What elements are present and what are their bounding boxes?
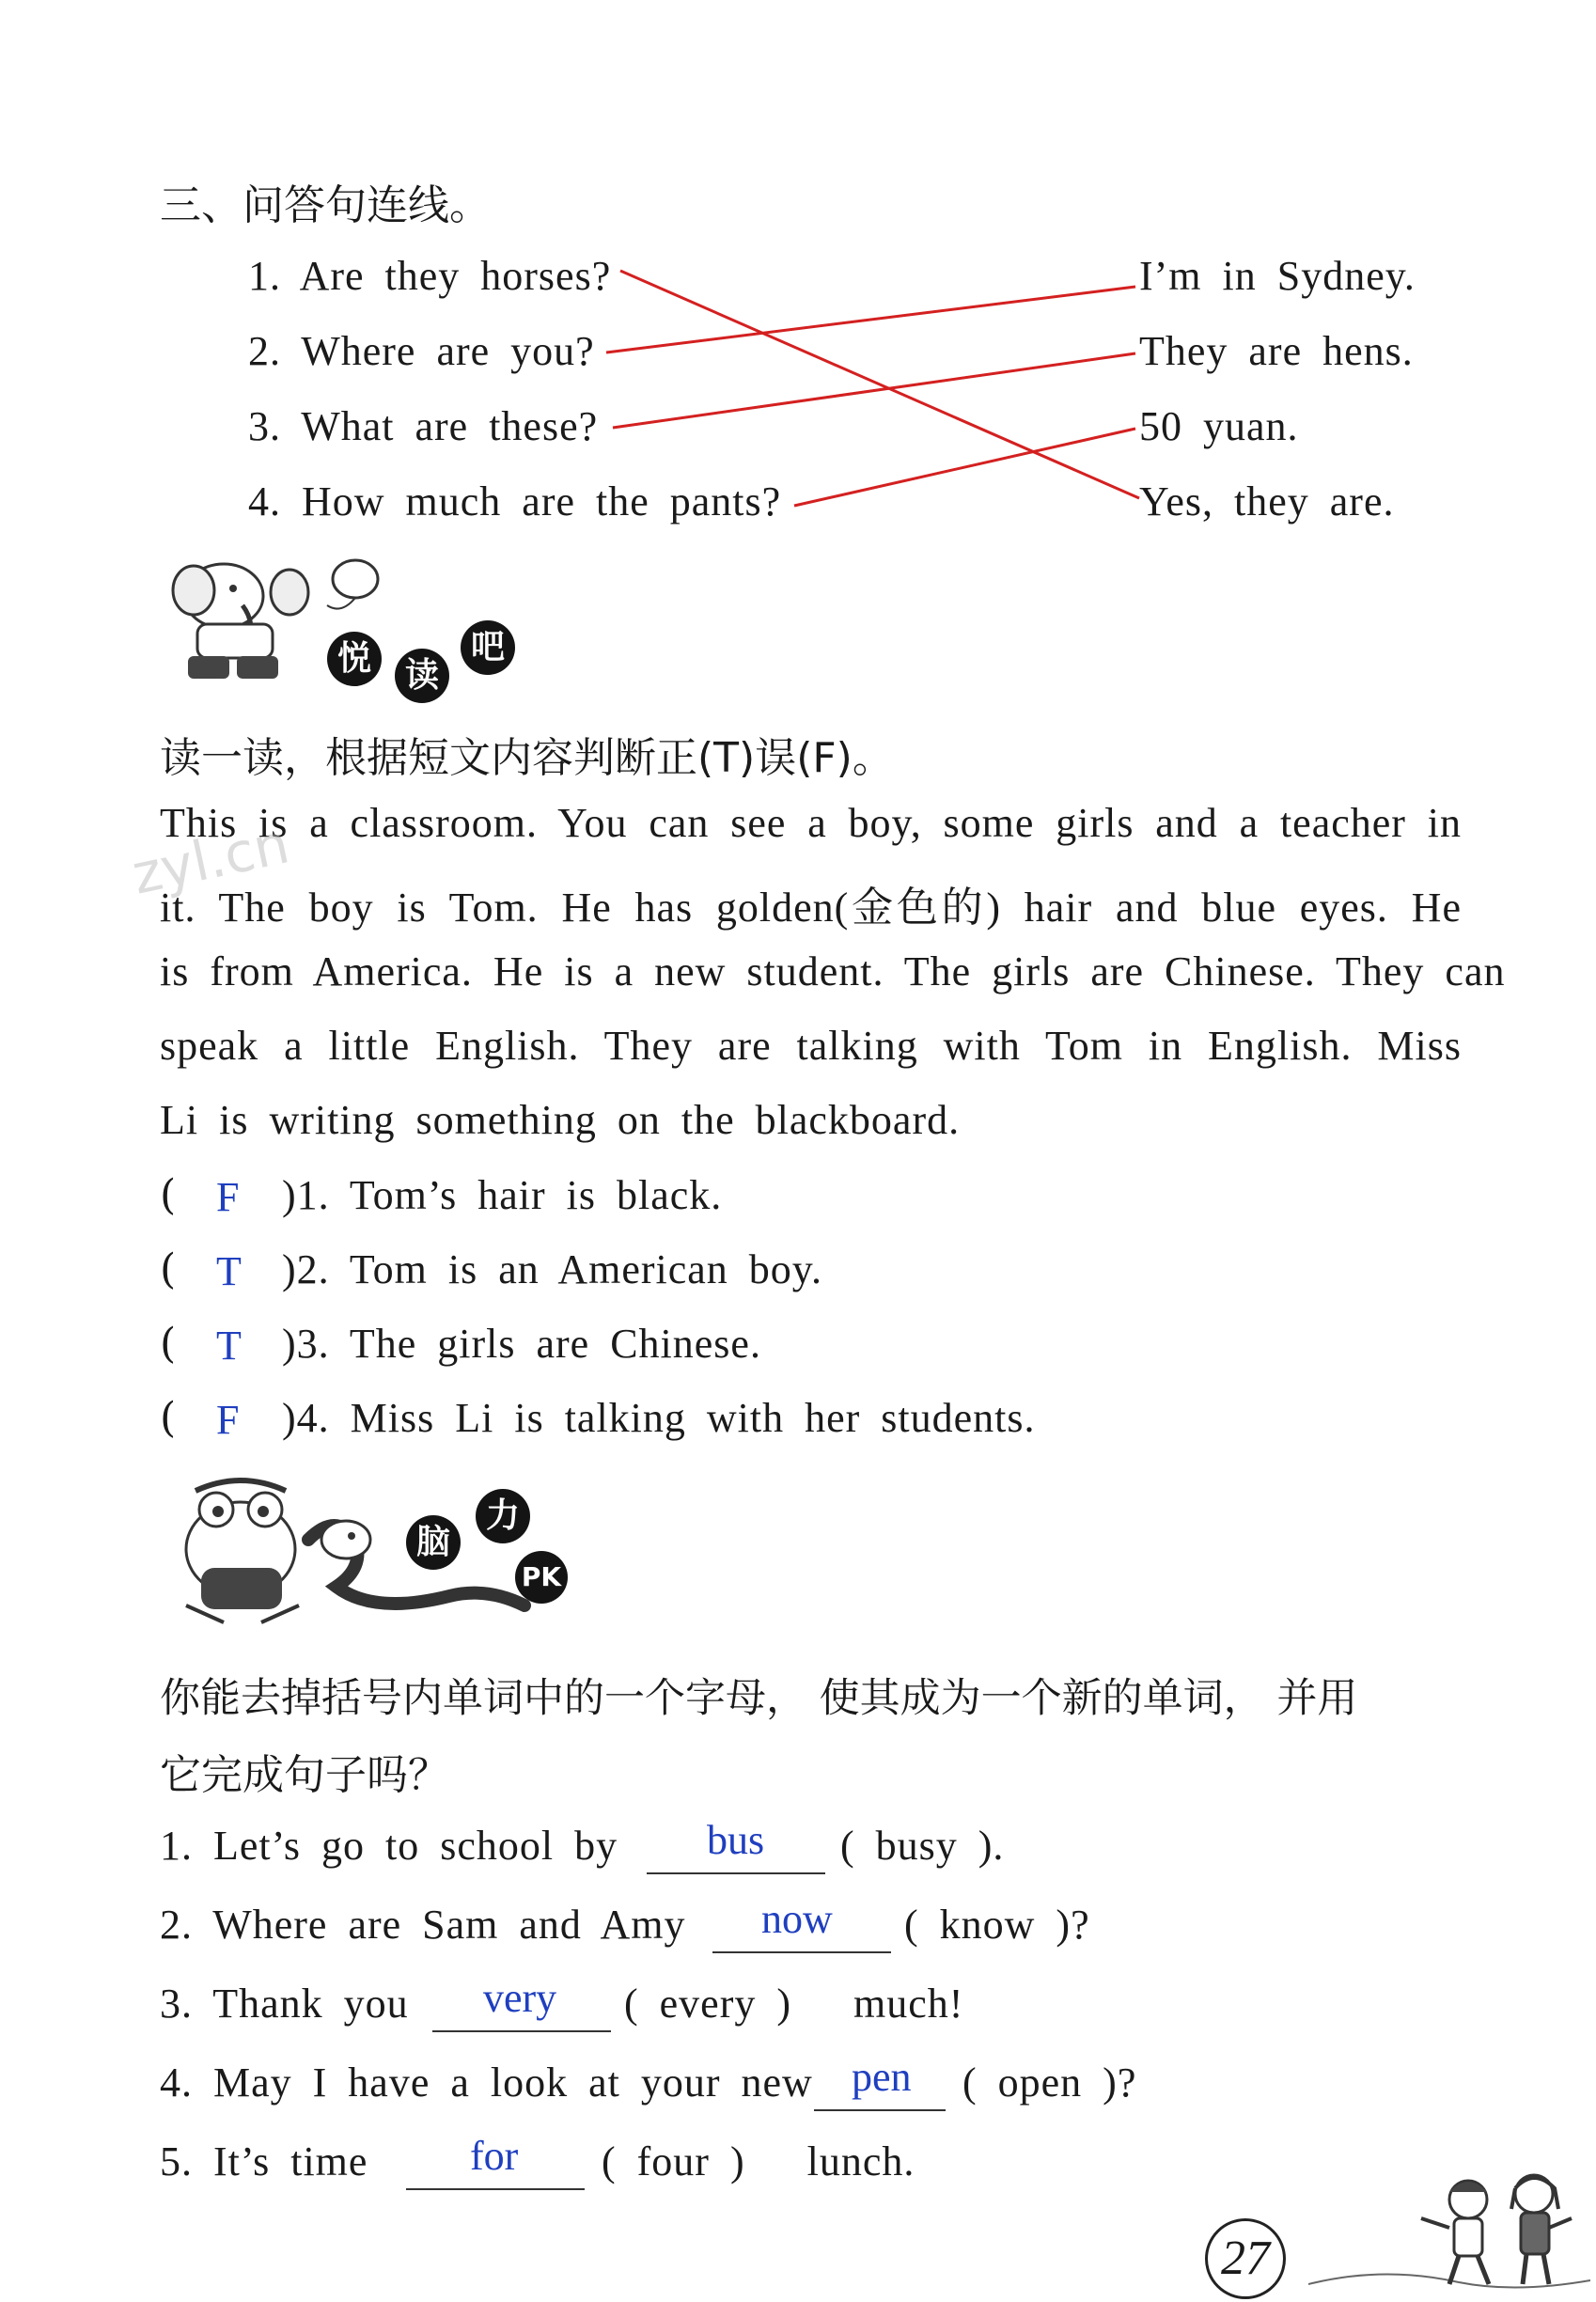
badge-pk: PK <box>515 1551 568 1604</box>
fill-item-2-after: ( know )? <box>904 1902 1090 1948</box>
match-line-2-1 <box>606 287 1135 352</box>
fill-answer-2: now <box>761 1896 833 1942</box>
answer-2: They are hens. <box>1139 328 1414 374</box>
passage-line-4: speak a little English. They are talking with Tom in English. Miss <box>160 1023 1462 1069</box>
question-1: 1. Are they horses? <box>248 253 612 299</box>
match-line-1-4 <box>620 271 1139 498</box>
tf-answer-3: T <box>216 1323 242 1369</box>
watermark: zyl.cn <box>126 811 295 907</box>
badge-ba: 吧 <box>461 620 515 675</box>
fill-answer-1: bus <box>707 1817 765 1863</box>
badge-li: 力 <box>476 1489 530 1543</box>
fill-answer-5: for <box>470 2133 519 2179</box>
fill-item-1-before: 1. Let’s go to school by <box>160 1823 618 1869</box>
section-title: 三、问答句连线。 <box>160 181 491 229</box>
match-line-3-2 <box>613 353 1135 428</box>
fill-item-3-before: 3. Thank you <box>160 1981 409 2027</box>
tf-paren-1: ( <box>160 1171 177 1219</box>
fill-item-2-before: 2. Where are Sam and Amy <box>160 1902 686 1948</box>
fill-answer-3: very <box>483 1975 557 2021</box>
tf-paren-4: ( <box>160 1394 177 1442</box>
answer-1: I’m in Sydney. <box>1139 253 1416 299</box>
fill-blank-1 <box>647 1872 825 1874</box>
question-4: 4. How much are the pants? <box>248 478 782 525</box>
tf-paren-3: ( <box>160 1320 177 1368</box>
fill-item-3-after: ( every ) much! <box>624 1981 964 2027</box>
fill-item-5-before: 5. It’s time <box>160 2138 368 2185</box>
tf-paren-2: ( <box>160 1245 177 1293</box>
tf-item-1: )1. Tom’s hair is black. <box>282 1172 723 1218</box>
fill-item-5-after: ( four ) lunch. <box>602 2138 915 2185</box>
passage-line-5: Li is writing something on the blackboard. <box>160 1097 961 1143</box>
fill-blank-5 <box>406 2188 585 2190</box>
brain-instruction-1: 你能去掉括号内单词中的一个字母， 使其成为一个新的单词， 并用 <box>160 1675 1358 1722</box>
fill-blank-3 <box>432 2030 611 2032</box>
badge-yue: 悦 <box>327 632 382 686</box>
tf-answer-1: F <box>216 1174 240 1220</box>
fill-blank-4 <box>814 2109 946 2111</box>
tf-item-2: )2. Tom is an American boy. <box>282 1246 822 1292</box>
tf-item-3: )3. The girls are Chinese. <box>282 1321 761 1367</box>
children-walking-illustration <box>1308 2162 1590 2294</box>
answer-4: Yes, they are. <box>1139 478 1395 525</box>
answer-3: 50 yuan. <box>1139 403 1299 449</box>
fill-item-4-after: ( open )? <box>962 2059 1137 2106</box>
question-2: 2. Where are you? <box>248 328 595 374</box>
reading-instruction: 读一读，根据短文内容判断正(T)误(F)。 <box>160 734 894 782</box>
page-number: 27 <box>1205 2218 1286 2299</box>
badge-nao: 脑 <box>406 1515 461 1570</box>
brain-instruction-2: 它完成句子吗？ <box>160 1751 449 1799</box>
match-line-4-3 <box>794 429 1135 506</box>
tf-item-4: )4. Miss Li is talking with her students. <box>282 1395 1036 1441</box>
fill-answer-4: pen <box>852 2054 912 2100</box>
fill-blank-2 <box>712 1951 891 1953</box>
fill-item-4-before: 4. May I have a look at your new <box>160 2059 813 2106</box>
badge-du: 读 <box>395 649 449 703</box>
fill-item-1-after: ( busy ). <box>840 1823 1005 1869</box>
passage-line-2: it. The boy is Tom. He has golden(金色的) hair and blue eyes. He <box>160 885 1462 931</box>
passage-line-3: is from America. He is a new student. The girls are Chinese. They can <box>160 948 1506 994</box>
tf-answer-2: T <box>216 1248 242 1294</box>
passage-line-1: This is a classroom. You can see a boy, some girls and a teacher in <box>160 800 1462 846</box>
matching-lines <box>0 0 1596 564</box>
tf-answer-4: F <box>216 1397 240 1443</box>
question-3: 3. What are these? <box>248 403 599 449</box>
